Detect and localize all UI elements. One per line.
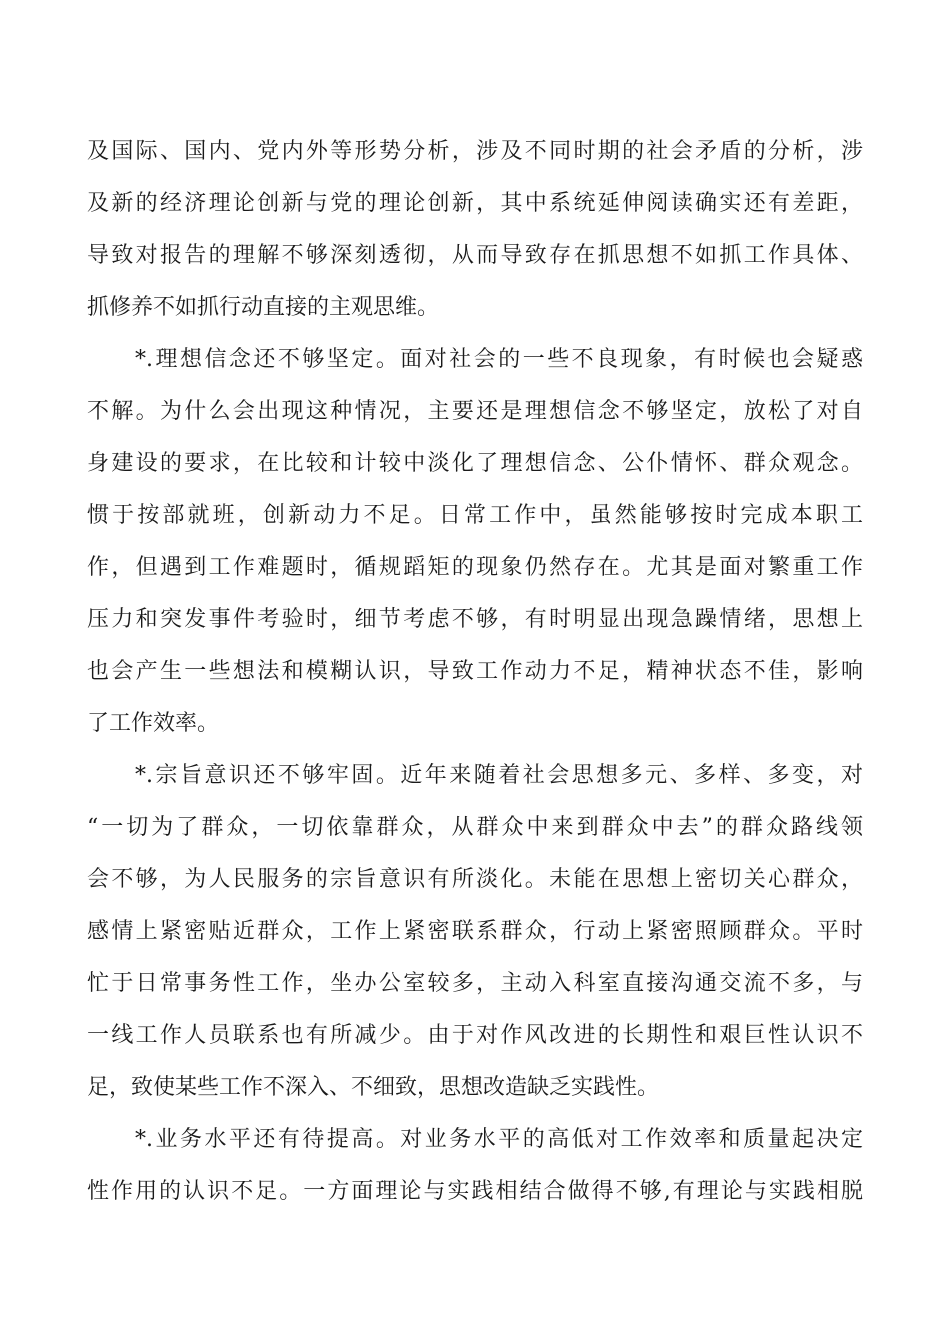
text-line: *.业务水平还有待提高。对业务水平的高低对工作效率和质量起决定 <box>135 1127 863 1152</box>
text-line: 足，致使某些工作不深入、不细致，思想改造缺乏实践性。 <box>87 1075 660 1100</box>
text-line: 一线工作人员联系也有所减少。由于对作风改进的长期性和艰巨性认识不 <box>87 1023 863 1048</box>
paragraph-ideals-beliefs <box>87 334 863 750</box>
text-line: 作，但遇到工作难题时，循规蹈矩的现象仍然存在。尤其是面对繁重工作 <box>87 555 863 580</box>
text-line: 感情上紧密贴近群众，工作上紧密联系群众，行动上紧密照顾群众。平时 <box>87 919 863 944</box>
text-line: 性作用的认识不足。一方面理论与实践相结合做得不够,有理论与实践相脱 <box>87 1179 863 1204</box>
text-line: 及国际、国内、党内外等形势分析，涉及不同时期的社会矛盾的分析，涉 <box>87 139 863 164</box>
text-line: 会不够，为人民服务的宗旨意识有所淡化。未能在思想上密切关心群众， <box>87 867 863 892</box>
text-line: *.理想信念还不够坚定。面对社会的一些不良现象，有时候也会疑惑 <box>135 347 863 372</box>
text-line: 惯于按部就班，创新动力不足。日常工作中，虽然能够按时完成本职工 <box>87 503 863 528</box>
text-line: 了工作效率。 <box>87 711 220 736</box>
text-line: 压力和突发事件考验时，细节考虑不够，有时明显出现急躁情绪，思想上 <box>87 607 863 632</box>
paragraph-purpose-awareness <box>87 750 863 1114</box>
text-line: *.宗旨意识还不够牢固。近年来随着社会思想多元、多样、多变，对 <box>135 763 863 788</box>
text-line: 不解。为什么会出现这种情况，主要还是理想信念不够坚定，放松了对自 <box>87 399 863 424</box>
text-line: 忙于日常事务性工作，坐办公室较多，主动入科室直接沟通交流不多，与 <box>87 971 863 996</box>
paragraph-professional-level <box>87 1114 863 1218</box>
document-body <box>87 126 863 1218</box>
text-line: 及新的经济理论创新与党的理论创新，其中系统延伸阅读确实还有差距， <box>87 191 863 216</box>
paragraph-situation-analysis <box>87 126 863 334</box>
text-line: “一切为了群众，一切依靠群众，从群众中来到群众中去”的群众路线领 <box>87 815 863 840</box>
text-line: 身建设的要求，在比较和计较中淡化了理想信念、公仆情怀、群众观念。 <box>87 451 863 476</box>
text-line: 抓修养不如抓行动直接的主观思维。 <box>87 295 440 320</box>
text-line: 导致对报告的理解不够深刻透彻，从而导致存在抓思想不如抓工作具体、 <box>87 243 863 268</box>
text-line: 也会产生一些想法和模糊认识，导致工作动力不足，精神状态不佳，影响 <box>87 659 863 684</box>
